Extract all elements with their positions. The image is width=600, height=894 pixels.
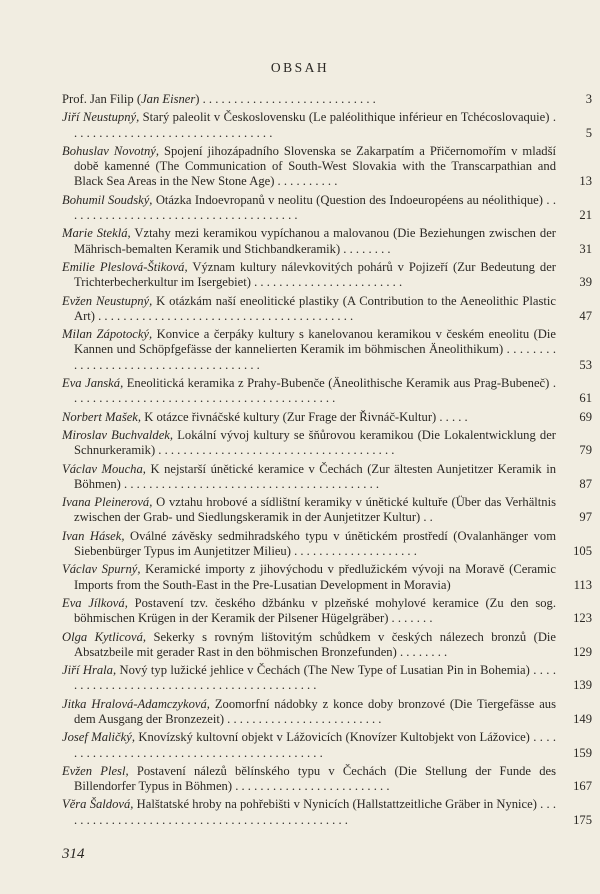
toc-entry-text — [62, 144, 556, 190]
toc-entry-page-number: 21 — [579, 208, 592, 223]
toc-entry — [62, 294, 592, 325]
toc-entry-text — [62, 630, 556, 661]
toc-entry-title: Lokální vývoj kultury se šňůrovou keramikou (Die Lokalentwicklung der Schnurkeramik) — [74, 427, 557, 458]
toc-entry — [62, 730, 592, 761]
toc-entry-author: Olga Kytlicová, — [62, 629, 147, 644]
toc-entry-title: K nejstarší únětické keramice v Čechách (Zur ältesten Aunjetitzer Keramik in Böhmen) — [74, 461, 557, 491]
toc-entry-text — [62, 596, 556, 627]
toc-entry-title: Starý paleolit v Československu (Le paléolithique inférieur en Tchécoslovaquie) — [139, 110, 550, 125]
toc-entry — [62, 410, 592, 425]
toc-entry-page-number: 39 — [579, 275, 592, 290]
toc-entry-page-number: 61 — [579, 391, 592, 406]
toc-entry — [62, 697, 592, 728]
toc-entry-title: Vztahy mezi keramikou vypíchanou a malovanou (Die Beziehungen zwischen der Mährisch-bemalten Keramik und Stichbandkeramik) — [74, 226, 556, 256]
toc-entry-author: Josef Maličký, — [62, 730, 135, 745]
toc-entry — [62, 428, 592, 459]
toc-entry-leader-dots: . . . . . . . . . . . . . . . . . . . . . . . . . . . . . . . . . . . . . . . . . — [94, 308, 354, 323]
toc-entry-title: K otázkám naší eneolitické plastiky (A Contribution to the Aeneolithic Plastic Art) — [74, 293, 556, 323]
toc-entry-author: Evžen Neustupný, — [62, 293, 153, 308]
toc-entry-page-number: 87 — [579, 476, 592, 491]
toc-entry-page-number: 47 — [579, 308, 592, 323]
toc-entry-author: Marie Steklá, — [62, 226, 131, 241]
toc-entry-leader-dots: . . . . . . . . . . . . . . . . . . . . . . . . . . . . . . . . . . . . . . . . . . . . . . . — [74, 797, 556, 827]
toc-entry-text — [62, 428, 556, 459]
toc-entry-leader-dots: . . . . . . . . . . . . . . . . . . . . . . . . . . . . — [199, 92, 376, 106]
toc-entry-text — [62, 226, 556, 257]
toc-entry-title: Sekerky s rovným lištovitým schůdkem v českých nálezech bronzů (Die Absatzbeile mit gerader Rast in den böhmischen Bronzefunden) — [74, 629, 556, 659]
toc-entry-title: Postavení tzv. českého džbánku v plzeňské mohylové keramice (Zu den sog. böhmischen Krügen in der Keramik der Pilsener Hügelgräber) — [74, 595, 556, 626]
toc-entry-leader-dots: . . . . . . . . . . . . . . . . . . . . . . . . . . . . . . . . . . . . . . . . . . . . — [74, 730, 556, 760]
toc-entry-page-number: 139 — [573, 678, 592, 693]
toc-entry-author: Jiří Hrala, — [62, 663, 117, 678]
toc-entry — [62, 630, 592, 661]
toc-entry-author: Eva Janská, — [62, 376, 124, 391]
toc-entry-leader-dots: . . . . . . . . . . — [274, 174, 338, 189]
toc-entry-page-number: 5 — [585, 125, 592, 140]
toc-entry — [62, 260, 592, 291]
toc-entry-text — [62, 294, 556, 325]
toc-entry-title: Oválné závěsky sedmihradského typu v únětickém prostředí (Ovalanhänger vom Siebenbürger Typus im Aunjetitzer Milieu) — [74, 528, 556, 559]
toc-entry-page-number: 129 — [573, 644, 592, 659]
toc-entry-text — [62, 327, 556, 373]
toc-entry-title: Halštatské hroby na pohřebišti v Nynicích (Hallstattzeitliche Gräber in Nynice) — [133, 797, 537, 812]
toc-entry — [62, 663, 592, 694]
toc-entry-text — [62, 797, 556, 828]
toc-entry — [62, 92, 592, 107]
toc-entry-leader-dots: . . . . . . . . . . . . . . . . . . . . . . . . . . . . . . . . . . . . . . . . . — [120, 476, 380, 491]
contents-heading: OBSAH — [270, 60, 330, 75]
toc-entry-author: Jan Eisner — [141, 92, 196, 106]
toc-entry-text — [62, 663, 556, 694]
toc-entry — [62, 764, 592, 795]
toc-entry-title: Otázka Indoevropanů v neolitu (Question des Indoeuropéens au néolithique) — [152, 192, 543, 207]
toc-entry-text — [62, 92, 556, 107]
table-of-contents — [62, 92, 592, 831]
toc-entry-text — [62, 562, 556, 593]
toc-entry-text — [62, 529, 556, 560]
toc-entry-leader-dots: . . . . . . . . . . . . . . . . . . . . . . . . . . . . . . . . . . . . . . . . . . . — [74, 663, 557, 693]
toc-entry-text — [62, 110, 556, 141]
toc-entry-author: Václav Spurný, — [62, 562, 141, 577]
toc-entry-title: O vztahu hrobové a sídlištní keramiky v únětické kultuře (Über das Verhältnis zwischen der Grab- und Siedlungskeramik in der Aunjetitzer Kultur) — [74, 495, 557, 525]
toc-entry-author: Bohumil Soudský, — [62, 192, 153, 207]
toc-entry-page-number: 149 — [573, 711, 592, 726]
toc-entry-page-number: 113 — [573, 577, 592, 592]
toc-entry — [62, 495, 592, 526]
toc-entry-author: Emilie Pleslová-Štiková, — [62, 259, 188, 274]
toc-entry-leader-dots: . . — [420, 510, 433, 525]
toc-entry — [62, 596, 592, 627]
toc-entry-page-number: 159 — [573, 745, 592, 760]
toc-entry-page-number: 123 — [573, 611, 592, 626]
toc-entry-title: Spojení jihozápadního Slovenska se Zakarpatím a Přičernomořím v mladší době kamenné (The Communication of South-West Slovakia with the Transcarpathian and Black Sea Areas in the New Stone Age) — [74, 143, 557, 189]
toc-entry-page-number: 53 — [579, 357, 592, 372]
toc-entry-page-number: 69 — [579, 409, 592, 424]
toc-entry-title: Nový typ lužické jehlice v Čechách (The New Type of Lusatian Pin in Bohemia) — [116, 663, 530, 678]
toc-entry-page-number: 31 — [579, 241, 592, 256]
toc-entry-author: Eva Jílková, — [62, 595, 128, 610]
toc-entry — [62, 327, 592, 373]
toc-entry-page-number: 105 — [573, 544, 592, 559]
toc-entry-author: Ivan Hásek, — [62, 528, 125, 543]
toc-entry-leader-dots: . . . . . — [436, 409, 468, 424]
toc-entry-title: Prof. Jan Filip ( — [62, 92, 142, 106]
toc-entry-text — [62, 376, 556, 407]
toc-entry-text — [62, 193, 556, 224]
toc-entry-title: Konvice a čerpáky kultury s kanelovanou keramikou v českém eneolitu (Die Kannen und Schöpfgefässe der kannelierten Keramik im böhmischen Äneolithikum) — [74, 327, 556, 357]
toc-entry-author: Milan Zápotocký, — [62, 327, 153, 342]
toc-entry-page-number: 175 — [573, 812, 592, 827]
toc-entry-author: Norbert Mašek, — [62, 409, 142, 424]
toc-entry — [62, 529, 592, 560]
toc-entry-title: Knovízský kultovní objekt v Lážovicích (Knovízer Kultobjekt von Lážovice) — [134, 730, 530, 745]
toc-entry-page-number: 167 — [573, 779, 592, 794]
toc-entry-title: Význam kultury nálevkovitých pohárů v Pojizeří (Zur Bedeutung der Trichterbecherkultur im Isergebiet) — [74, 259, 556, 290]
toc-entry-page-number: 13 — [579, 174, 592, 189]
toc-entry — [62, 562, 592, 593]
toc-entry — [62, 797, 592, 828]
page-number: 314 — [62, 846, 85, 862]
toc-entry — [62, 226, 592, 257]
toc-entry — [62, 376, 592, 407]
toc-entry-text — [62, 462, 556, 493]
toc-entry-author: Miroslav Buchvaldek, — [62, 427, 174, 442]
toc-entry-title: K otázce řivnáčské kultury (Zur Frage der Řivnáč-Kultur) — [141, 409, 437, 424]
toc-entry-author: Václav Moucha, — [62, 461, 146, 476]
toc-entry-text — [62, 730, 556, 761]
toc-entry-title: Postavení nálezů bělínského typu v Čechách (Die Stellung der Funde des Billendorfer Typus in Böhmen) — [74, 763, 556, 794]
toc-entry-title: Eneolitická keramika z Prahy-Bubenče (Äneolithische Keramik aus Prag-Bubeneč) — [123, 376, 550, 391]
toc-entry-author: Věra Šaldová, — [62, 797, 134, 812]
toc-entry-author: Evžen Plesl, — [62, 763, 129, 778]
toc-entry-leader-dots: . . . . . . . . — [340, 241, 391, 256]
toc-entry-leader-dots: . . . . . . . . . . . . . . . . . . . . . . . . . . . . . . . . . . . . . . . . . . . — [74, 376, 556, 406]
toc-entry-author: Jitka Hralová-Adamczyková, — [62, 696, 210, 711]
toc-entry-page-number: 79 — [579, 443, 592, 458]
toc-entry-text — [62, 495, 556, 526]
toc-entry-leader-dots: . . . . . . . . . . . . . . . . . . . . — [290, 544, 417, 559]
toc-entry — [62, 462, 592, 493]
toc-entry-leader-dots: . . . . . . . — [388, 611, 433, 626]
toc-entry-author: Jiří Neustupný, — [62, 110, 140, 125]
toc-entry-title: Zoomorfní nádobky z konce doby bronzové (Die Tiergefässe aus dem Ausgang der Bronzezeit) — [74, 696, 556, 726]
toc-entry-title: Keramické importy z jihovýchodu v předlužickém vývoji na Moravě (Ceramic Imports from the South-East in the Pre-Lusatian Development in Moravia) — [74, 562, 556, 592]
toc-entry — [62, 144, 592, 190]
toc-entry-text — [62, 260, 556, 291]
toc-entry-page-number: 3 — [585, 92, 592, 106]
toc-entry-leader-dots: . . . . . . . . . . . . . . . . . . . . . . . . . . . . . . . . . . . . . . — [74, 192, 556, 223]
toc-entry-text — [62, 410, 556, 425]
toc-entry-leader-dots: . . . . . . . . — [396, 644, 448, 659]
toc-entry-leader-dots: . . . . . . . . . . . . . . . . . . . . . . . . . — [232, 779, 390, 794]
toc-entry-author: Bohuslav Novotný, — [62, 143, 160, 158]
toc-entry-leader-dots: . . . . . . . . . . . . . . . . . . . . . . . . . — [224, 711, 382, 726]
toc-entry-leader-dots: . . . . . . . . . . . . . . . . . . . . . . . . . . . . . . . . . . . . . . — [155, 443, 395, 458]
toc-entry-leader-dots: . . . . . . . . . . . . . . . . . . . . . . . . . . . . . . . . . — [74, 110, 557, 140]
toc-entry-author: Ivana Pleinerová, — [62, 495, 153, 510]
toc-entry — [62, 193, 592, 224]
toc-entry-page-number: 97 — [579, 510, 592, 525]
toc-entry-text — [62, 697, 556, 728]
toc-entry-leader-dots: . . . . . . . . . . . . . . . . . . . . . . . . . . . . . . . . . . . . . . — [74, 342, 557, 372]
toc-entry — [62, 110, 592, 141]
toc-entry-text — [62, 764, 556, 795]
toc-entry-leader-dots: . . . . . . . . . . . . . . . . . . . . . . . . — [250, 275, 403, 290]
toc-entry-title: ) — [195, 92, 200, 106]
